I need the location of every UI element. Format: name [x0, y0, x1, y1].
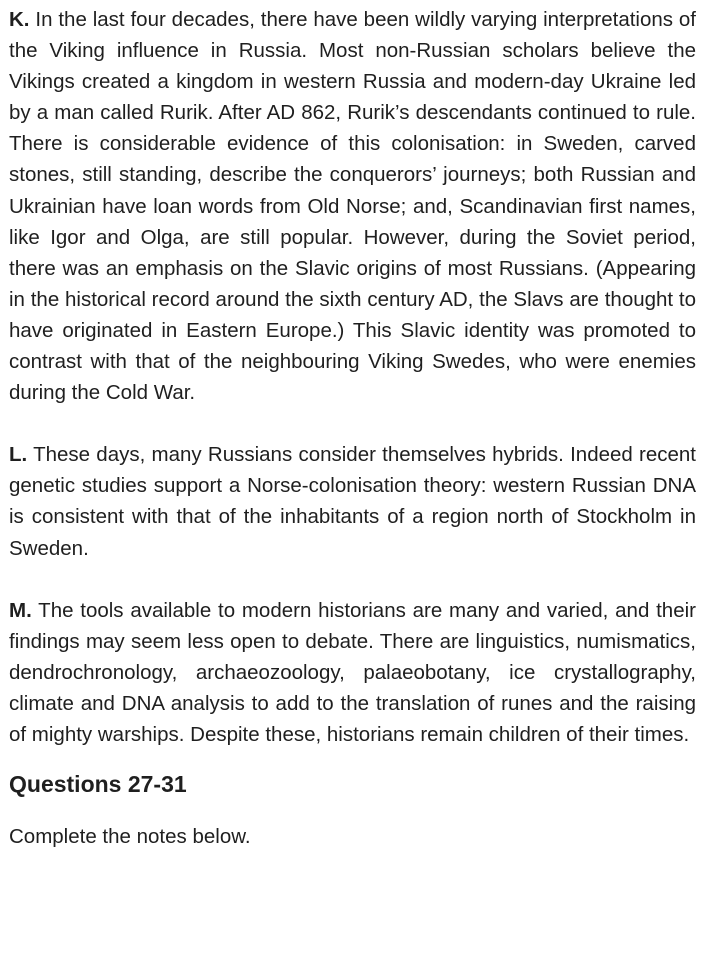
paragraph-l	[9, 439, 696, 563]
paragraph-k	[9, 4, 696, 408]
questions-heading: Questions 27-31	[9, 771, 187, 798]
paragraph-l-text: These days, many Russians consider themselves hybrids. Indeed recent genetic studies support a Norse-colonisation theory: western Russian DNA is consistent with that of the inhabitants of a region north of Stockholm in Sweden.	[9, 443, 697, 560]
paragraph-letter-m: M.	[9, 598, 32, 622]
paragraph-m-text: The tools available to modern historians are many and varied, and their findings may seem less open to debate. There are linguistics, numismatics, dendrochronology, archaeozoology, palaeobotany, ice crystallography, climate and DNA analysis to add to the translation of runes and the raising of mighty warships. Despite these, historians remain children of their times.	[9, 598, 696, 746]
paragraph-m	[9, 595, 696, 750]
paragraph-k-text: In the last four decades, there have been wildly varying interpretations of the Viking influence in Russia. Most non-Russian scholars believe the Vikings created a kingdom in western Russia and modern-day Ukraine led by a man called Rurik. After AD 862, Rurik’s descendants continued to rule. There is considerable evidence of this colonisation: in Sweden, carved stones, still standing, describe the conquerors’ journeys; both Russian and Ukrainian have loan words from Old Norse; and, Scandinavian first names, like Igor and Olga, are still popular. However, during the Soviet period, there was an emphasis on the Slavic origins of most Russians. (Appearing in the historical record around the sixth century AD, the Slavs are thought to have originated in Eastern Europe.) This Slavic identity was promoted to contrast with that of the neighbouring Viking Swedes, who were enemies during the Cold War.	[9, 8, 696, 405]
paragraph-letter-k: K.	[9, 8, 30, 31]
questions-instruction: Complete the notes below.	[9, 825, 251, 849]
paragraph-letter-l: L.	[9, 443, 28, 467]
